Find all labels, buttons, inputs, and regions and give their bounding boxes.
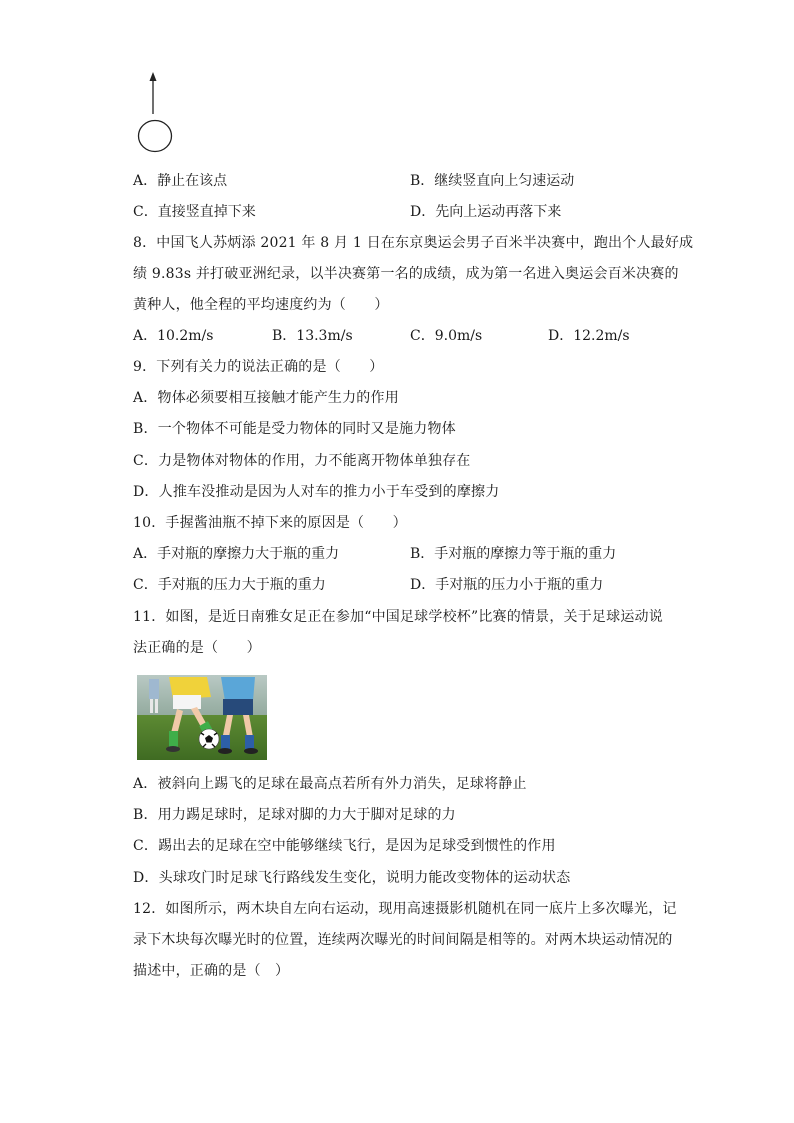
q9-option-c: C．力是物体对物体的作用，力不能离开物体单独存在 [133, 453, 471, 469]
ball-circle [139, 121, 172, 152]
q8-option-a: A．10.2m/s [133, 328, 214, 344]
q12-stem-line3: 描述中，正确的是（ ） [133, 963, 290, 979]
q12-stem-line2: 录下木块每次曝光时的位置，连续两次曝光的时间间隔是相等的。对两木块运动情况的 [133, 932, 673, 948]
q7-option-a: A．静止在该点 [133, 173, 228, 189]
soccer-scene-illustration [137, 675, 267, 760]
q8-stem-line3: 黄种人，他全程的平均速度约为（ ） [133, 297, 389, 313]
q9-option-a: A．物体必须要相互接触才能产生力的作用 [133, 390, 399, 406]
upward-arrow-head [150, 72, 157, 81]
q7-option-d: D．先向上运动再落下来 [410, 204, 562, 220]
q11-option-d: D．头球攻门时足球飞行路线发生变化，说明力能改变物体的运动状态 [133, 870, 571, 886]
q10-option-d: D．手对瓶的压力小于瓶的重力 [410, 577, 604, 593]
q12-stem-line1: 12．如图所示，两木块自左向右运动，现用高速摄影机随机在同一底片上多次曝光，记 [133, 901, 677, 917]
player-blue-jersey [221, 677, 255, 701]
q10-option-c: C．手对瓶的压力大于瓶的重力 [133, 577, 326, 593]
q8-option-b: B．13.3m/s [272, 328, 353, 344]
ball-upward-arrow-figure [134, 68, 176, 156]
q8-option-d: D．12.2m/s [548, 328, 630, 344]
q7-option-b: B．继续竖直向上匀速运动 [410, 173, 575, 189]
q11-stem-line2: 法正确的是（ ） [133, 640, 261, 656]
q10-stem: 10．手握酱油瓶不掉下来的原因是（ ） [133, 515, 407, 531]
q9-option-b: B．一个物体不可能是受力物体的同时又是施力物体 [133, 421, 456, 437]
q10-option-a: A．手对瓶的摩擦力大于瓶的重力 [133, 546, 340, 562]
soccer-match-photo [137, 675, 267, 760]
q8-option-c: C．9.0m/s [410, 328, 483, 344]
q11-option-c: C．踢出去的足球在空中能够继续飞行，是因为足球受到惯性的作用 [133, 838, 556, 854]
q11-option-b: B．用力踢足球时，足球对脚的力大于脚对足球的力 [133, 807, 456, 823]
background-player [149, 679, 159, 699]
q8-stem-line1: 8．中国飞人苏炳添 2021 年 8 月 1 日在东京奥运会男子百米半决赛中，跑出个人最好成 [133, 235, 694, 251]
player-yellow-shorts [173, 695, 201, 709]
q9-option-d: D．人推车没推动是因为人对车的推力小于车受到的摩擦力 [133, 484, 500, 500]
q11-option-a: A．被斜向上踢飞的足球在最高点若所有外力消失，足球将静止 [133, 776, 527, 792]
player-blue-shorts [223, 699, 253, 715]
q8-stem-line2: 绩 9.83s 并打破亚洲纪录，以半决赛第一名的成绩，成为第一名进入奥运会百米决赛的 [133, 266, 679, 282]
q7-option-c: C．直接竖直掉下来 [133, 204, 256, 220]
q11-stem-line1: 11．如图，是近日南雅女足正在参加“中国足球学校杯”比赛的情景，关于足球运动说 [133, 609, 663, 625]
q10-option-b: B．手对瓶的摩擦力等于瓶的重力 [410, 546, 617, 562]
q9-stem: 9．下列有关力的说法正确的是（ ） [133, 359, 384, 375]
